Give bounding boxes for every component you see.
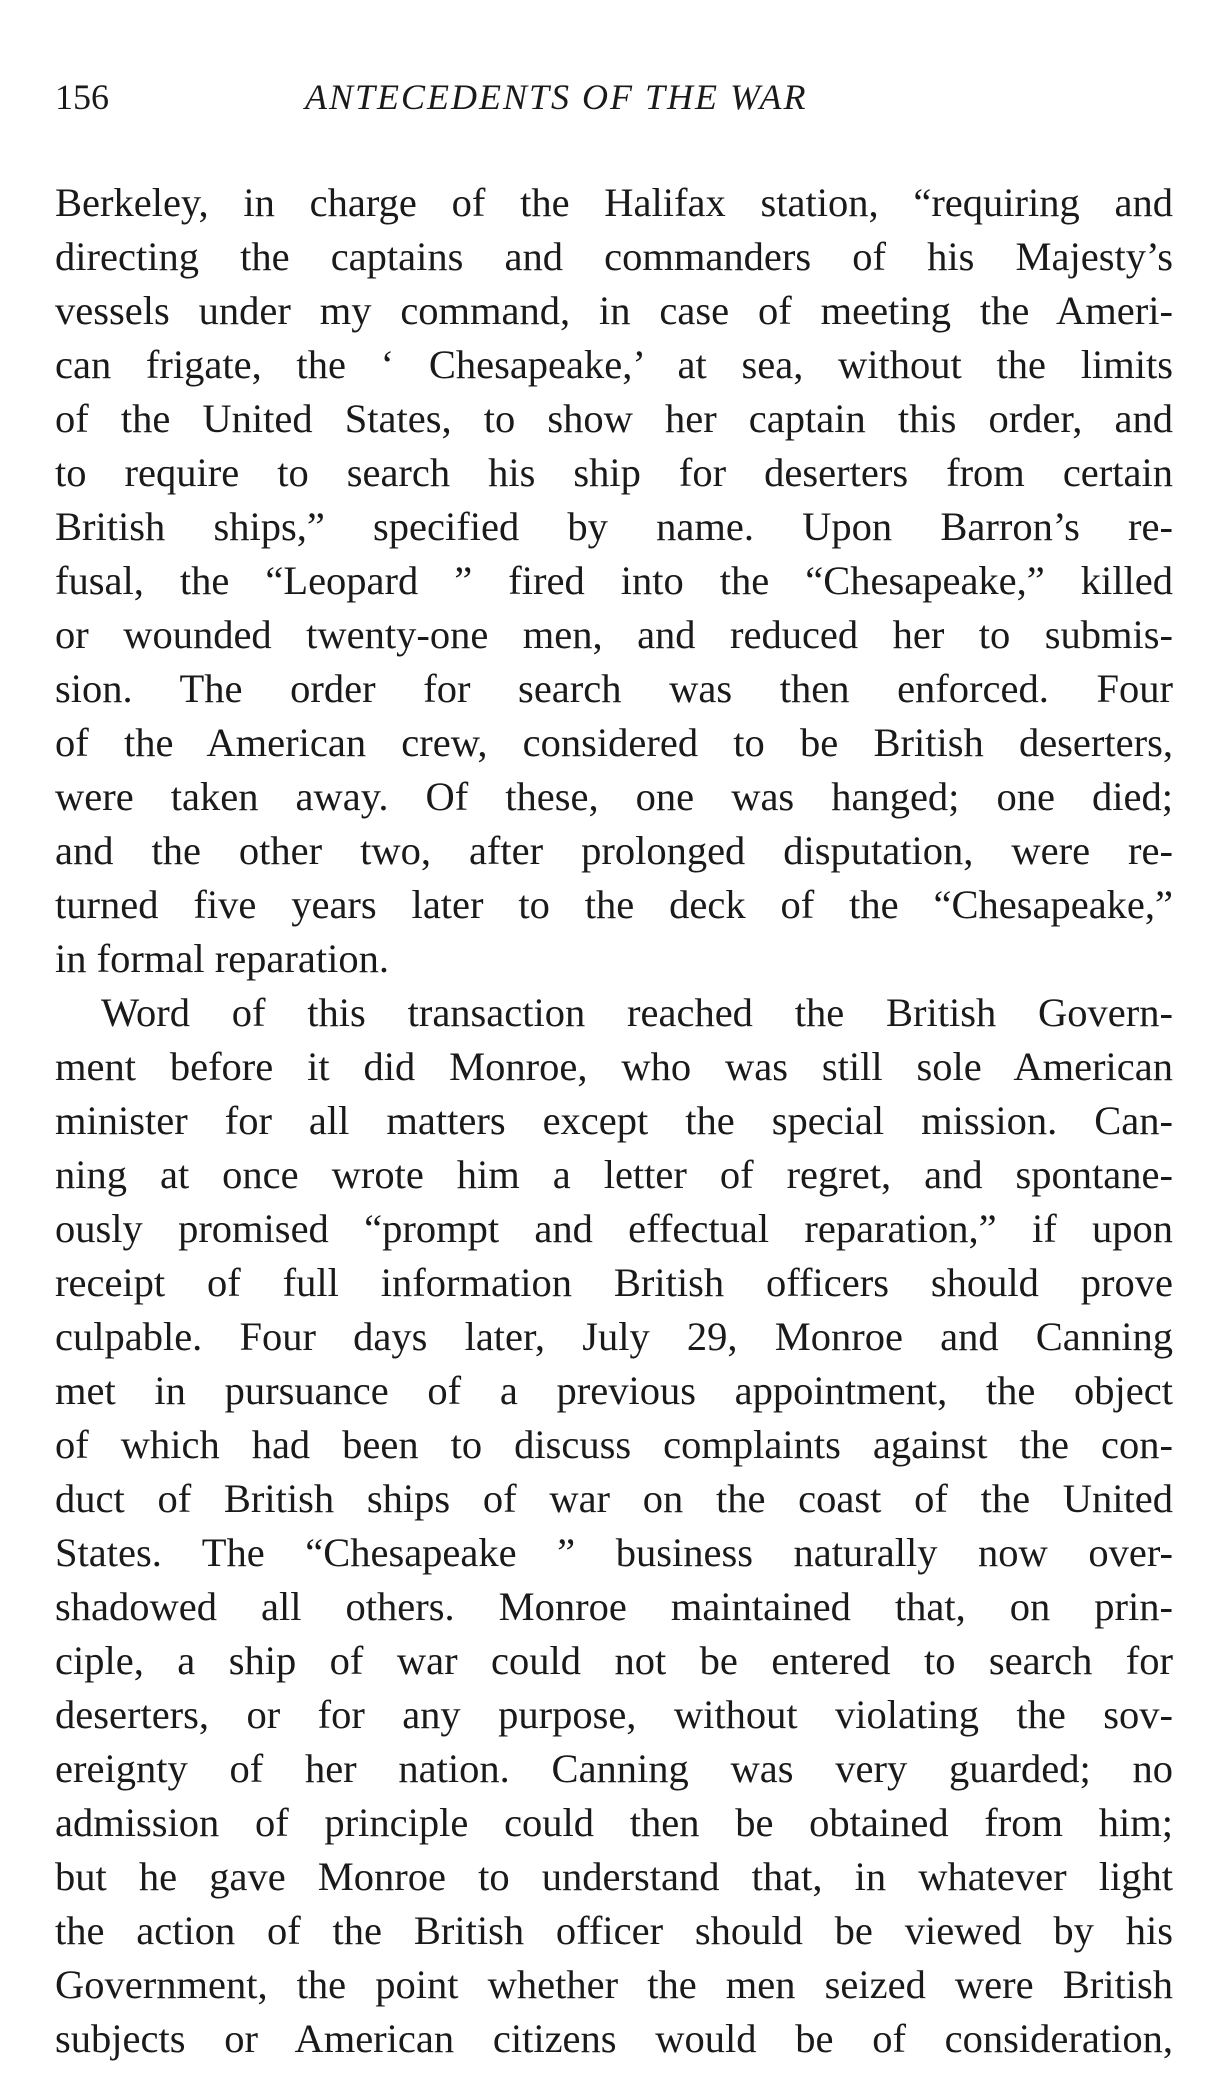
text-line: deserters, or for any purpose, without violating the sov- [55, 1692, 1173, 1737]
text-line: Word of this transaction reached the British Govern- [101, 990, 1173, 1035]
text-line: duct of British ships of war on the coast of the United [55, 1476, 1173, 1521]
text-line: fusal, the “Leopard ” fired into the “Chesapeake,” killed [55, 558, 1173, 603]
text-line: in formal reparation. [55, 936, 389, 981]
text-line: met in pursuance of a previous appointment, the object [55, 1368, 1173, 1413]
text-line: directing the captains and commanders of his Majesty’s [55, 234, 1173, 279]
paragraph-1 [55, 176, 1173, 986]
text-line: ereignty of her nation. Canning was very guarded; no [55, 1746, 1173, 1791]
text-line: of the American crew, considered to be British deserters, [55, 720, 1173, 765]
body-text [55, 176, 1173, 2066]
running-head [55, 70, 1173, 124]
page-number: 156 [55, 77, 109, 117]
text-line: of the United States, to show her captain this order, and [55, 396, 1173, 441]
text-line: British ships,” specified by name. Upon Barron’s re- [55, 504, 1173, 549]
text-line: to require to search his ship for deserters from certain [55, 450, 1173, 495]
text-line: culpable. Four days later, July 29, Monroe and Canning [55, 1314, 1173, 1359]
text-line: ning at once wrote him a letter of regret, and spontane- [55, 1152, 1173, 1197]
text-line: but he gave Monroe to understand that, in whatever light [55, 1854, 1173, 1899]
text-line: Government, the point whether the men seized were British [55, 1962, 1173, 2007]
text-line: and the other two, after prolonged disputation, were re- [55, 828, 1173, 873]
text-line: ously promised “prompt and effectual reparation,” if upon [55, 1206, 1173, 1251]
text-line: minister for all matters except the special mission. Can- [55, 1098, 1173, 1143]
text-line: of which had been to discuss complaints against the con- [55, 1422, 1173, 1467]
text-line: ciple, a ship of war could not be entered to search for [55, 1638, 1173, 1683]
text-line: subjects or American citizens would be of consideration, [55, 2016, 1173, 2061]
text-line: receipt of full information British officers should prove [55, 1260, 1173, 1305]
text-line: States. The “Chesapeake ” business naturally now over- [55, 1530, 1173, 1575]
text-line: Berkeley, in charge of the Halifax station, “requiring and [55, 180, 1173, 225]
text-line: sion. The order for search was then enforced. Four [55, 666, 1173, 711]
text-line: ment before it did Monroe, who was still sole American [55, 1044, 1173, 1089]
text-line: can frigate, the ‘ Chesapeake,’ at sea, without the limits [55, 342, 1173, 387]
text-line: vessels under my command, in case of meeting the Ameri- [55, 288, 1173, 333]
text-line: were taken away. Of these, one was hanged; one died; [55, 774, 1173, 819]
running-title: ANTECEDENTS OF THE WAR [305, 77, 808, 117]
text-line: shadowed all others. Monroe maintained that, on prin- [55, 1584, 1173, 1629]
text-line: turned five years later to the deck of the “Chesapeake,” [55, 882, 1173, 927]
text-line: or wounded twenty-one men, and reduced her to submis- [55, 612, 1173, 657]
text-line: the action of the British officer should be viewed by his [55, 1908, 1173, 1953]
book-page [55, 70, 1173, 2066]
text-line: admission of principle could then be obtained from him; [55, 1800, 1173, 1845]
paragraph-2 [55, 986, 1173, 2066]
